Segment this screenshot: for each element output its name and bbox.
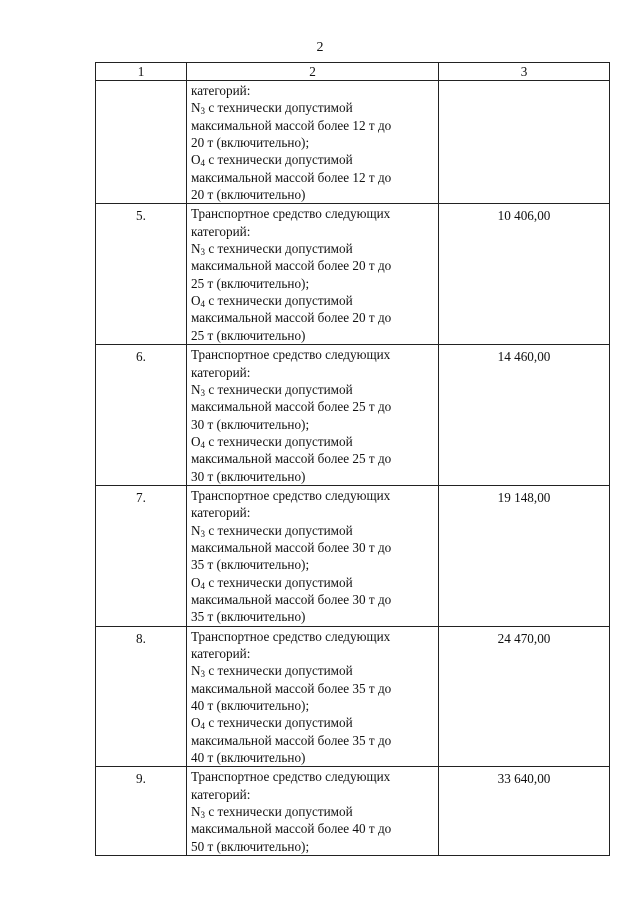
table-row — [96, 485, 610, 626]
row-number-cell: 8. — [96, 626, 187, 767]
text-line — [191, 786, 438, 803]
line-text: 40 т (включительно); — [191, 698, 310, 714]
category-letter: N — [191, 804, 201, 820]
text-line — [191, 662, 438, 679]
tariff-table — [95, 62, 610, 856]
text-line — [191, 645, 438, 662]
category-subscript: 3 — [200, 387, 206, 398]
text-line — [191, 416, 438, 433]
category-subscript: 4 — [200, 580, 206, 591]
line-text: категорий: — [191, 223, 251, 239]
category-subscript: 4 — [200, 721, 206, 732]
line-text: с технически допустимой — [205, 381, 353, 397]
value-cell: 33 640,00 — [439, 767, 610, 856]
line-text: с технически допустимой — [205, 574, 353, 590]
line-text: с технически допустимой — [205, 293, 353, 309]
header-col-3: 3 — [439, 63, 610, 81]
text-line — [191, 99, 438, 116]
line-text: с технически допустимой — [205, 152, 353, 168]
text-line — [191, 364, 438, 381]
description-cell — [187, 767, 439, 856]
text-line — [191, 205, 438, 222]
line-text: категорий: — [191, 364, 251, 380]
text-line — [191, 749, 438, 766]
text-line — [191, 186, 438, 203]
text-line — [191, 697, 438, 714]
value-cell: 24 470,00 — [439, 626, 610, 767]
line-text: максимальной массой более 30 т до — [191, 539, 392, 555]
description-cell — [187, 626, 439, 767]
table-row — [96, 204, 610, 345]
text-line — [191, 240, 438, 257]
line-text: 30 т (включительно) — [191, 468, 306, 484]
table-header-row — [96, 63, 610, 81]
text-line — [191, 151, 438, 168]
category-subscript: 3 — [200, 528, 206, 539]
line-text: 25 т (включительно) — [191, 327, 306, 343]
line-text: Транспортное средство следующих — [191, 769, 391, 785]
text-line — [191, 381, 438, 398]
line-text: Транспортное средство следующих — [191, 628, 391, 644]
category-subscript: 4 — [200, 439, 206, 450]
category-subscript: 3 — [200, 669, 206, 680]
text-line — [191, 838, 438, 855]
line-text: максимальной массой более 30 т до — [191, 591, 392, 607]
line-text: с технически допустимой — [205, 241, 353, 257]
line-text: с технически допустимой — [205, 663, 353, 679]
row-number-cell — [96, 81, 187, 204]
text-line — [191, 433, 438, 450]
row-number-cell: 5. — [96, 204, 187, 345]
text-line — [191, 223, 438, 240]
text-line — [191, 257, 438, 274]
category-subscript: 4 — [200, 158, 206, 169]
line-text: Транспортное средство следующих — [191, 347, 391, 363]
text-line — [191, 134, 438, 151]
header-col-2: 2 — [187, 63, 439, 81]
line-text: 20 т (включительно) — [191, 187, 306, 203]
category-letter: O — [191, 715, 201, 731]
table-row — [96, 345, 610, 486]
text-line — [191, 487, 438, 504]
line-text: 40 т (включительно) — [191, 750, 306, 766]
category-letter: N — [191, 381, 201, 397]
table-row — [96, 767, 610, 856]
category-subscript: 3 — [200, 810, 206, 821]
line-text: максимальной массой более 35 т до — [191, 732, 392, 748]
description-cell — [187, 345, 439, 486]
line-text: с технически допустимой — [205, 433, 353, 449]
line-text: Транспортное средство следующих — [191, 206, 391, 222]
line-text: категорий: — [191, 83, 251, 98]
line-text: с технически допустимой — [205, 522, 353, 538]
line-text: 30 т (включительно); — [191, 416, 310, 432]
text-line — [191, 309, 438, 326]
text-line — [191, 556, 438, 573]
description-cell — [187, 204, 439, 345]
text-line — [191, 539, 438, 556]
text-line — [191, 275, 438, 292]
text-line — [191, 820, 438, 837]
line-text: с технически допустимой — [205, 804, 353, 820]
text-line — [191, 768, 438, 785]
text-line — [191, 169, 438, 186]
line-text: максимальной массой более 12 т до — [191, 169, 392, 185]
table-row-continuation — [96, 81, 610, 204]
category-letter: O — [191, 433, 201, 449]
category-letter: N — [191, 522, 201, 538]
line-text: 25 т (включительно); — [191, 275, 310, 291]
category-letter: O — [191, 152, 201, 168]
text-line — [191, 504, 438, 521]
category-letter: N — [191, 241, 201, 257]
line-text: максимальной массой более 20 т до — [191, 310, 392, 326]
line-text: максимальной массой более 35 т до — [191, 680, 392, 696]
line-text: категорий: — [191, 786, 251, 802]
text-line — [191, 714, 438, 731]
line-text: максимальной массой более 20 т до — [191, 258, 392, 274]
text-line — [191, 732, 438, 749]
text-line — [191, 327, 438, 344]
row-number-cell: 7. — [96, 485, 187, 626]
line-text: максимальной массой более 40 т до — [191, 821, 392, 837]
text-line — [191, 680, 438, 697]
text-line — [191, 82, 438, 99]
line-text: максимальной массой более 12 т до — [191, 117, 392, 133]
line-text: 50 т (включительно); — [191, 838, 310, 854]
row-number-cell: 9. — [96, 767, 187, 856]
text-line — [191, 398, 438, 415]
text-line — [191, 468, 438, 485]
table-row — [96, 626, 610, 767]
category-letter: N — [191, 100, 201, 116]
line-text: 35 т (включительно); — [191, 557, 310, 573]
line-text: максимальной массой более 25 т до — [191, 399, 392, 415]
value-cell: 14 460,00 — [439, 345, 610, 486]
category-letter: O — [191, 293, 201, 309]
description-cell — [187, 81, 439, 204]
text-line — [191, 346, 438, 363]
text-line — [191, 591, 438, 608]
line-text: с технически допустимой — [205, 715, 353, 731]
row-number-cell: 6. — [96, 345, 187, 486]
line-text: 35 т (включительно) — [191, 609, 306, 625]
category-letter: N — [191, 663, 201, 679]
text-line — [191, 608, 438, 625]
line-text: категорий: — [191, 646, 251, 661]
text-line — [191, 522, 438, 539]
text-line — [191, 117, 438, 134]
text-line — [191, 803, 438, 820]
category-letter: O — [191, 574, 201, 590]
description-cell — [187, 485, 439, 626]
line-text: с технически допустимой — [205, 100, 353, 116]
value-cell — [439, 81, 610, 204]
page-number: 2 — [316, 40, 324, 55]
category-subscript: 4 — [200, 299, 206, 310]
line-text: категорий: — [191, 505, 251, 521]
line-text: максимальной массой более 25 т до — [191, 451, 392, 467]
text-line — [191, 292, 438, 309]
category-subscript: 3 — [200, 247, 206, 258]
text-line — [191, 628, 438, 645]
value-cell: 19 148,00 — [439, 485, 610, 626]
line-text: 20 т (включительно); — [191, 135, 310, 151]
header-col-1: 1 — [96, 63, 187, 81]
value-cell: 10 406,00 — [439, 204, 610, 345]
line-text: Транспортное средство следующих — [191, 487, 391, 503]
text-line — [191, 574, 438, 591]
category-subscript: 3 — [200, 106, 206, 117]
text-line — [191, 450, 438, 467]
